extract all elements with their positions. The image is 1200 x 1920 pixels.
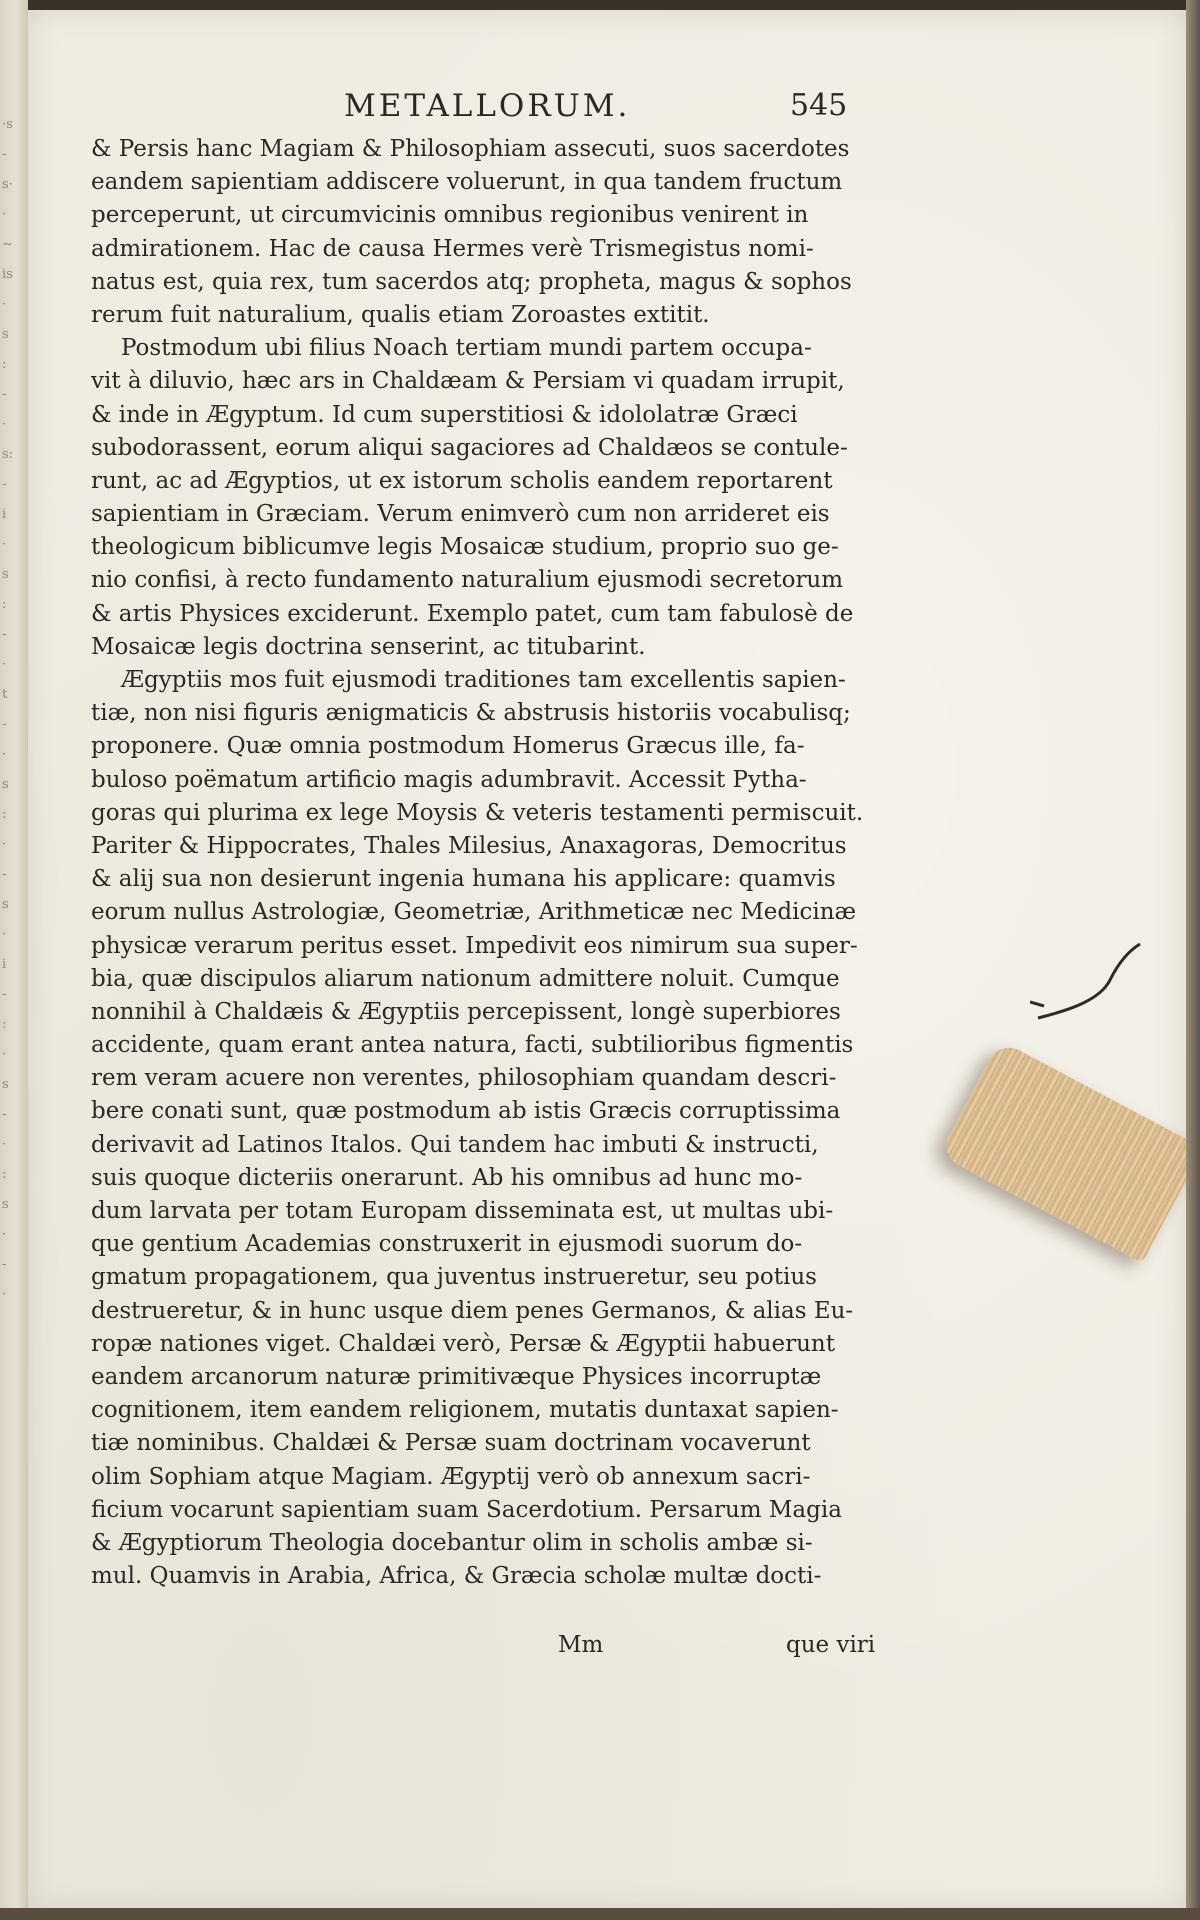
text-line: ropæ nationes viget. Chaldæi verò, Persæ & Ægyptii habuerunt bbox=[91, 1330, 835, 1357]
text-line: Postmodum ubi filius Noach tertiam mundi partem occupa- bbox=[121, 335, 812, 362]
text-line: nonnihil à Chaldæis & Ægyptiis percepissent, longè superbiores bbox=[91, 998, 841, 1025]
text-line: suis quoque dicteriis onerarunt. Ab his omnibus ad hunc mo- bbox=[91, 1164, 803, 1191]
catchword: que viri bbox=[786, 1632, 876, 1658]
text-line: gmatum propagationem, qua juventus instrueretur, seu potius bbox=[91, 1264, 817, 1291]
text-line: eandem sapientiam addiscere voluerunt, in qua tandem fructum bbox=[91, 169, 843, 196]
text-line: accidente, quam erant antea natura, facti, subtilioribus figmentis bbox=[91, 1032, 854, 1059]
text-line: & Ægyptiorum Theologia docebantur olim in scholis ambæ si- bbox=[91, 1529, 813, 1556]
text-line: perceperunt, ut circumvicinis omnibus regionibus venirent in bbox=[91, 202, 809, 229]
book-spine-edge bbox=[1186, 0, 1200, 1920]
text-line: eandem arcanorum naturæ primitivæque Physices incorruptæ bbox=[91, 1363, 822, 1390]
text-line: ficium vocarunt sapientiam suam Sacerdotium. Persarum Magia bbox=[91, 1496, 842, 1523]
text-line: admirationem. Hac de causa Hermes verè Trismegistus nomi- bbox=[91, 235, 814, 262]
text-line: rem veram acuere non verentes, philosophiam quandam descri- bbox=[91, 1065, 837, 1092]
page-footer bbox=[28, 1632, 1186, 1668]
text-line: Pariter & Hippocrates, Thales Milesius, Anaxagoras, Democritus bbox=[91, 832, 847, 859]
text-line: runt, ac ad Ægyptios, ut ex istorum scholis eandem reportarent bbox=[91, 467, 833, 494]
text-line: proponere. Quæ omnia postmodum Homerus Græcus ille, fa- bbox=[91, 733, 805, 760]
text-line: destrueretur, & in hunc usque diem penes Germanos, & alias Eu- bbox=[91, 1297, 854, 1324]
text-line: cognitionem, item eandem religionem, mutatis duntaxat sapien- bbox=[91, 1397, 839, 1424]
running-title: METALLORUM. bbox=[344, 88, 631, 124]
text-line: dum larvata per totam Europam disseminata est, ut multas ubi- bbox=[91, 1198, 834, 1224]
text-line: Ægyptiis mos fuit ejusmodi traditiones tam excellentis sapien- bbox=[121, 667, 846, 693]
text-line: derivavit ad Latinos Italos. Qui tandem hac imbuti & instructi, bbox=[91, 1131, 819, 1158]
signature-mark: Mm bbox=[558, 1632, 604, 1658]
text-line: goras qui plurima ex lege Moysis & veteris testamenti permiscuit. bbox=[91, 799, 864, 826]
text-line: buloso poëmatum artificio magis adumbravit. Accessit Pytha- bbox=[91, 766, 807, 793]
text-line: bia, quæ discipulos aliarum nationum admittere noluit. Cumque bbox=[91, 965, 840, 992]
text-line: bere conati sunt, quæ postmodum ab istis Græcis corruptissima bbox=[91, 1098, 841, 1125]
text-line: tiæ, non nisi figuris ænigmaticis & abstrusis historiis vocabulisq; bbox=[91, 700, 851, 727]
body-text bbox=[91, 133, 916, 1593]
text-line: & Persis hanc Magiam & Philosophiam assecuti, suos sacerdotes bbox=[91, 136, 850, 162]
text-line: & inde in Ægyptum. Id cum superstitiosi & idololatræ Græci bbox=[91, 401, 798, 428]
text-line: olim Sophiam atque Magiam. Ægyptij verò ob annexum sacri- bbox=[91, 1463, 811, 1490]
text-line: nio confisi, à recto fundamento naturalium ejusmodi secretorum bbox=[91, 567, 844, 594]
stray-fiber bbox=[1030, 940, 1150, 1030]
bottom-edge bbox=[0, 1908, 1200, 1920]
book-page bbox=[28, 10, 1186, 1908]
text-line: mul. Quamvis in Arabia, Africa, & Græcia scholæ multæ docti- bbox=[91, 1563, 822, 1590]
text-line: & alij sua non desierunt ingenia humana his applicare: quamvis bbox=[91, 866, 836, 893]
text-line: theologicum biblicumve legis Mosaicæ studium, proprio suo ge- bbox=[91, 534, 839, 561]
text-line: natus est, quia rex, tum sacerdos atq; propheta, magus & sophos bbox=[91, 268, 852, 295]
text-line: subodorassent, eorum aliqui sagaciores ad Chaldæos se contule- bbox=[91, 434, 848, 461]
text-line: vit à diluvio, hæc ars in Chaldæam & Persiam vi quadam irrupit, bbox=[91, 368, 845, 395]
text-line: rerum fuit naturalium, qualis etiam Zoroastes extitit. bbox=[91, 301, 710, 328]
bleed-through-margin: ·s ‑ s· · ~ is · s : ‑ · s: ‑ i · s : ‑ · t ‑ · s : · ‑ s · i ‑ : · s ‑ · : s · ‑ · bbox=[2, 117, 14, 1302]
text-line: eorum nullus Astrologiæ, Geometriæ, Arithmeticæ nec Medicinæ bbox=[91, 899, 857, 926]
page-number: 545 bbox=[790, 88, 848, 123]
text-line: sapientiam in Græciam. Verum enimverò cum non arrideret eis bbox=[91, 501, 830, 528]
text-line: que gentium Academias construxerit in ejusmodi suorum do- bbox=[91, 1231, 803, 1258]
text-line: tiæ nominibus. Chaldæi & Persæ suam doctrinam vocaverunt bbox=[91, 1430, 811, 1457]
page-header bbox=[28, 88, 1186, 132]
text-line: & artis Physices exciderunt. Exemplo patet, cum tam fabulosè de bbox=[91, 600, 854, 627]
text-line: Mosaicæ legis doctrina senserint, ac titubarint. bbox=[91, 633, 646, 660]
text-line: physicæ verarum peritus esset. Impedivit eos nimirum sua super- bbox=[91, 932, 858, 959]
